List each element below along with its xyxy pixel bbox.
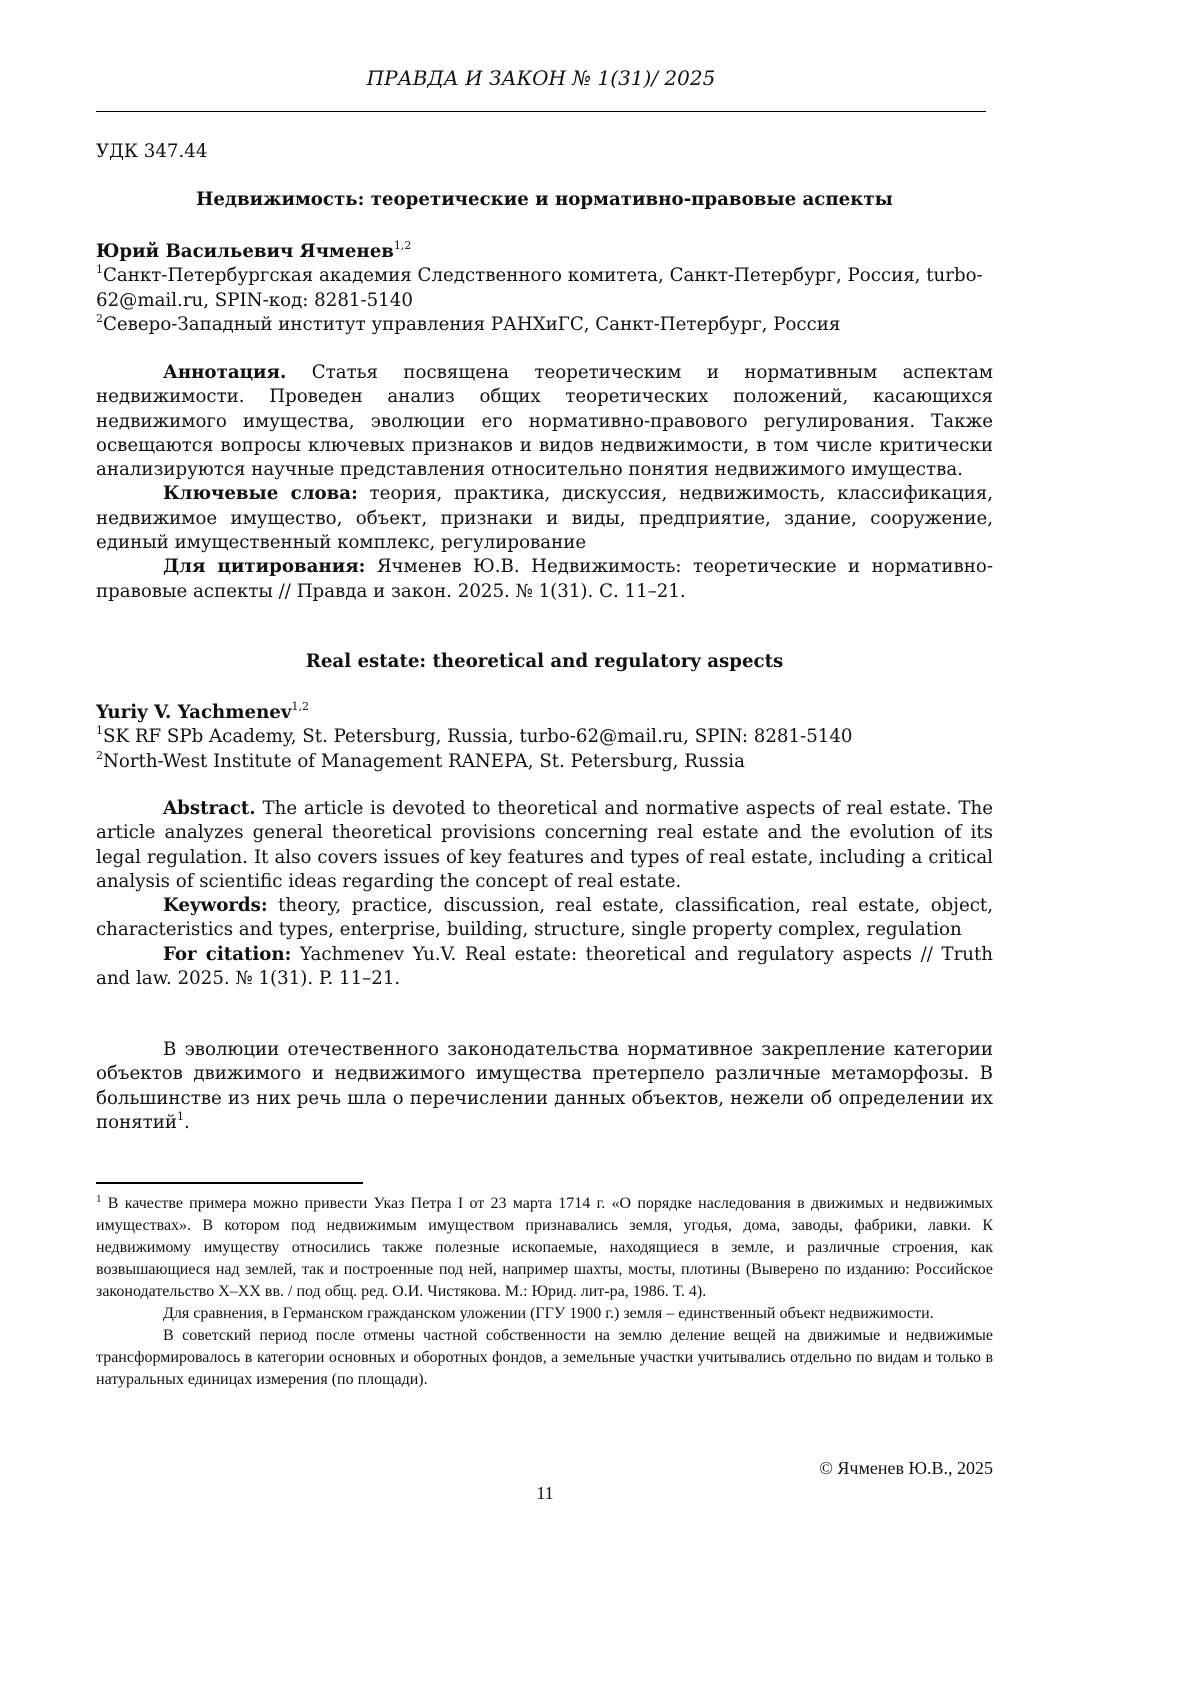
ru-abstract-label: Аннотация. (163, 362, 286, 383)
body-text: В эволюции отечественного законодательства нормативное закрепление категории объектов движимого и недвижимого имущества претерпело различные метаморфозы. В большинстве из них речь шла о перечислении данных объектов, нежели об определении их понятий (96, 1039, 993, 1133)
footnote-p3: В советский период после отмены частной собственности на землю деление вещей на движимые и недвижимые трансформировалось в категории основных и оборотных фондов, а земельные участки учитывались отдельно по видам и только в натуральных единицах измерения (по площади). (96, 1325, 993, 1391)
footnote-ref[interactable]: 1 (177, 1110, 184, 1123)
en-aff2: North-West Institute of Management RANEPA, St. Petersburg, Russia (103, 751, 745, 772)
en-abstract-block (96, 797, 993, 991)
footnote-rule (96, 1182, 363, 1184)
running-header: ПРАВДА И ЗАКОН № 1(31)/ 2025 (96, 66, 986, 90)
ru-abstract-block (96, 361, 993, 604)
en-abstract: The article is devoted to theoretical and normative aspects of real estate. The article analyzes general theoretical provisions concerning real estate and the evolution of its legal regulation. It also covers issues of key features and types of real estate, including a critical analysis of scientific ideas regarding the concept of real estate. (96, 798, 993, 892)
en-author-block: Yuriy V. Yachmenev1,2 1SK RF SPb Academy, St. Petersburg, Russia, turbo-62@mail.ru, SPIN: 8281-5140 2North-West Institute of Management RANEPA, St. Petersburg, Russia (96, 701, 993, 774)
copyright: © Ячменев Ю.В., 2025 (819, 1458, 993, 1479)
en-citation-label: For citation: (163, 944, 291, 965)
author-sup: 1,2 (291, 700, 309, 713)
ru-title: Недвижимость: теоретические и нормативно-правовые аспекты (96, 188, 993, 212)
ru-citation-label: Для цитирования: (163, 556, 365, 577)
udk: УДК 347.44 (96, 140, 993, 164)
en-citation: Yachmenev Yu.V. Real estate: theoretical and regulatory aspects // Truth and law. 2025. № 1(31). P. 11–21. (96, 944, 993, 989)
en-keywords-label: Keywords: (163, 895, 268, 916)
ru-aff1: Санкт-Петербургская академия Следственного комитета, Санкт-Петербург, Россия, turbo-62@mail.ru, SPIN-код: 8281-5140 (96, 265, 983, 310)
en-abstract-label: Abstract. (163, 798, 256, 819)
ru-keywords: теория, практика, дискуссия, недвижимость, классификация, недвижимое имущество, объект, признаки и виды, предприятие, здание, сооружение, единый имущественный комплекс, регулирование (96, 483, 993, 553)
ru-author-block: Юрий Васильевич Ячменев1,2 1Санкт-Петербургская академия Следственного комитета, Санкт-Петербург, Россия, turbo-62@mail.ru, SPIN-код: 8281-5140 2Северо-Западный институт управления РАНХиГС, Санкт-Петербург, Россия (96, 240, 993, 337)
ru-citation: Ячменев Ю.В. Недвижимость: теоретические и нормативно-правовые аспекты // Правда и закон. 2025. № 1(31). С. 11–21. (96, 556, 993, 601)
en-aff1: SK RF SPb Academy, St. Petersburg, Russia, turbo-62@mail.ru, SPIN: 8281-5140 (103, 726, 852, 747)
footnote-number: 1 (96, 1193, 102, 1205)
footnotes (96, 1193, 993, 1391)
ru-aff2: Северо-Западный институт управления РАНХиГС, Санкт-Петербург, Россия (103, 314, 840, 335)
page-number: 11 (0, 1483, 1090, 1504)
en-title: Real estate: theoretical and regulatory aspects (96, 650, 993, 674)
author-sup: 1,2 (394, 239, 412, 252)
body-paragraph: В эволюции отечественного законодательства нормативное закрепление категории объектов движимого и недвижимого имущества претерпело различные метаморфозы. В большинстве из них речь шла о перечислении данных объектов, нежели об определении их понятий1. (96, 1038, 993, 1135)
en-keywords: theory, practice, discussion, real estate, classification, real estate, object, characteristics and types, enterprise, building, structure, single property complex, regulation (96, 895, 993, 940)
ru-abstract: Статья посвящена теоретическим и нормативным аспектам недвижимости. Проведен анализ общих теоретических положений, касающихся недвижимого имущества, эволюции его нормативно-правового регулирования. Также освещаются вопросы ключевых признаков и видов недвижимости, в том числе критически анализируются научные представления относительно понятия недвижимого имущества. (96, 362, 993, 480)
header-rule (96, 111, 986, 112)
footnote-p2: Для сравнения, в Германском гражданском уложении (ГГУ 1900 г.) земля – единственный объект недвижимости. (96, 1303, 993, 1325)
en-author: Yuriy V. Yachmenev (96, 702, 291, 723)
ru-author: Юрий Васильевич Ячменев (96, 241, 394, 262)
ru-keywords-label: Ключевые слова: (163, 483, 358, 504)
footnote-p1: В качестве примера можно привести Указ Петра I от 23 марта 1714 г. «О порядке наследования в движимых и недвижимых имуществах». В котором под недвижимым имуществом признавались земля, угодья, дома, заводы, фабрики, лавки. К недвижимому имуществу относились также полезные ископаемые, находящиеся в земле, и различные строения, как возвышающиеся над землей, так и построенные под ней, например шахты, мосты, плотины (Выверено по изданию: Российское законодательство X–XX вв. / под общ. ред. О.И. Чистякова. М.: Юрид. лит-ра, 1986. Т. 4). (96, 1195, 993, 1300)
